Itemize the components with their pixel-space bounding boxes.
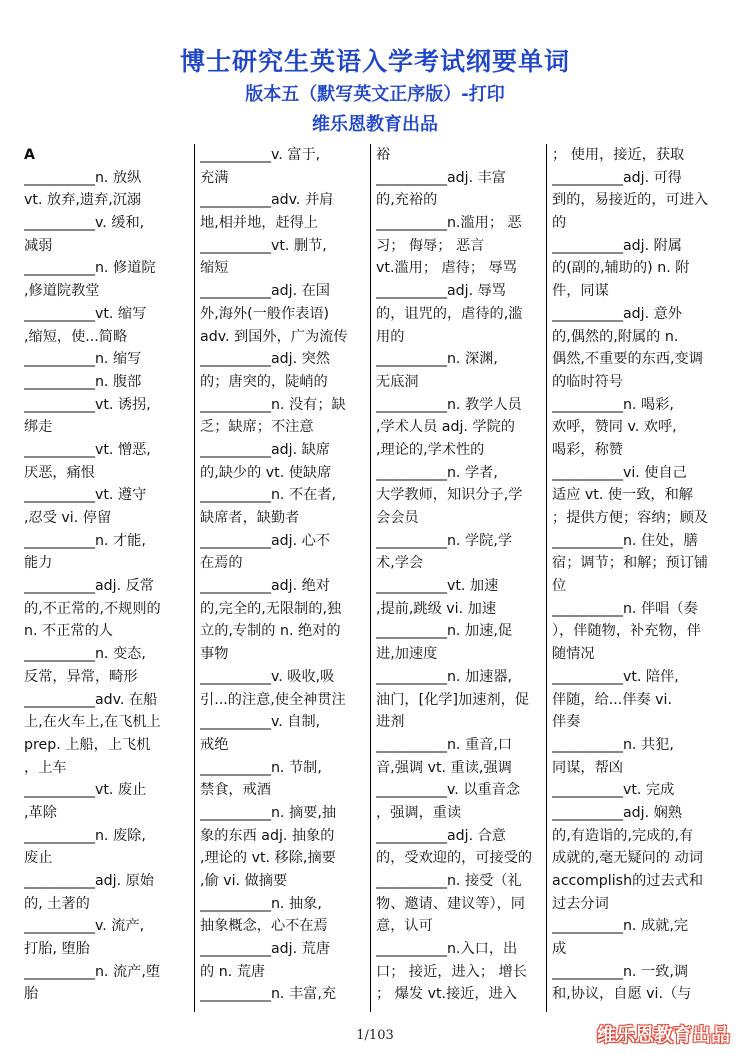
vocab-line: __________n. 教学人员 (376, 396, 522, 413)
vocab-line: __________vt. 加速 (376, 578, 499, 595)
vocab-line: __________adv. 在船 (24, 691, 158, 708)
vocab-line: __________n. 学者, (376, 464, 498, 481)
vocab-line: 音,强调 vt. 重读,强调 (376, 759, 512, 776)
vocab-line: __________n. 节制, (200, 759, 322, 776)
vocab-line: ,缩短，使...简略 (24, 328, 128, 345)
vocab-line: __________n. 才能, (24, 532, 146, 549)
vocab-line: __________v. 富于, (200, 147, 321, 163)
vocab-line: 戒绝 (200, 736, 229, 753)
document-subtitle: 版本五（默写英文正序版）-打印 (245, 84, 505, 105)
vocab-line: 位 (552, 578, 567, 595)
vocab-line: 反常，异常，畸形 (24, 668, 138, 685)
vocab-line: 意，认可 (376, 918, 433, 935)
vocab-line: 过去分词 (552, 895, 609, 912)
vocab-line: 口； 接近，进入； 增长 (376, 963, 527, 980)
vocab-line: 乏；缺席；不注意 (200, 419, 314, 436)
vocab-line: 能力 (24, 555, 53, 572)
vocab-line: 会会员 (376, 510, 419, 526)
vocab-line: 象的东西 adj. 抽象的 (200, 827, 335, 844)
vocab-line: 立的,专制的 n. 绝对的 (200, 623, 341, 640)
vocab-line: __________v. 缓和, (24, 215, 145, 232)
vocab-line: 缺席者，缺勤者 (200, 510, 300, 526)
vocab-line: __________adj. 绝对 (200, 578, 330, 595)
vocab-line: __________adj. 意外 (552, 305, 682, 322)
vocab-line: __________n. 加速,促 (376, 623, 513, 640)
vocab-line: 习； 侮辱； 恶言 (376, 237, 485, 254)
vocab-line: __________n. 成就,完 (552, 918, 689, 935)
vocab-line: 的；唐突的，陡峭的 (200, 373, 328, 390)
vocab-line: 胎 (24, 986, 39, 1003)
vocab-line: 在焉的 (200, 555, 243, 572)
vocab-line: 厌恶，痛恨 (24, 464, 95, 481)
vocab-line: 的(副的,辅助的) n. 附 (552, 260, 690, 277)
vocab-line: ,学术人员 adj. 学院的 (376, 419, 515, 436)
vocab-line: __________n.滥用； 恶 (376, 215, 522, 232)
vocab-line: __________n. 腹部 (24, 373, 142, 390)
column-divider (370, 144, 371, 1012)
vocab-line: 同谋，帮凶 (552, 759, 623, 776)
vocab-line: ； 使用，接近，获取 (552, 147, 685, 163)
vocab-line: __________n. 丰富,充 (200, 986, 337, 1003)
vocabulary-columns (24, 144, 724, 1012)
vocab-line: __________vt. 完成 (552, 782, 675, 799)
vocab-line: __________adv. 并肩 (200, 192, 334, 209)
vocab-line: __________vt. 陪伴, (552, 668, 679, 685)
vocab-line: ，上车 (24, 759, 67, 776)
vocab-line: __________adj. 丰富 (376, 169, 506, 186)
vocab-line: ； 爆发 vt.接近，进入 (376, 986, 517, 1003)
vocab-line: 打胎, 堕胎 (24, 941, 90, 958)
vocab-line: __________n. 共犯, (552, 736, 674, 753)
vocab-line: 事物 (200, 646, 229, 663)
vocab-line: 的 n. 荒唐 (200, 963, 266, 980)
document-title: 博士研究生英语入学考试纲要单词 (179, 47, 570, 76)
vocab-line: __________adj. 附属 (552, 237, 682, 254)
vocab-line: __________n. 住处，膳 (552, 532, 698, 549)
vocab-line: __________v. 以重音念 (376, 782, 521, 799)
column-divider (194, 144, 195, 1012)
vocab-line: __________n. 接受（礼 (376, 873, 522, 889)
vocab-line: 物、邀请、建议等），同 (376, 895, 525, 912)
vocab-line: ），伴随物，补充物，伴 (552, 623, 701, 640)
vocab-line: 欢呼，赞同 v. 欢呼, (552, 419, 677, 436)
vocab-line: 无底洞 (376, 373, 419, 390)
vocab-line: 的,完全的,无限制的,独 (200, 600, 342, 617)
vocab-line: n. 不正常的人 (24, 623, 113, 640)
vocab-line: vt.滥用； 虐待； 辱骂 (376, 260, 517, 277)
vocab-line: __________n. 废除, (24, 827, 146, 844)
vocab-line: 地,相并地，赶得上 (200, 215, 319, 232)
vocab-line: 适应 vt. 使一致，和解 (552, 487, 693, 504)
vocab-line: __________n. 加速器, (376, 668, 513, 685)
vocab-line: 油门，[化学]加速剂，促 (376, 691, 529, 708)
publisher-line: 维乐恩教育出品 (312, 114, 438, 135)
vocab-line: __________adj. 缺席 (200, 441, 330, 458)
vocab-line: 的，受欢迎的，可接受的 (376, 850, 533, 867)
vocab-line: __________n. 不在者, (200, 487, 337, 504)
vocab-line: 大学教师，知识分子,学 (376, 487, 523, 504)
vocab-line: __________adj. 在国 (200, 283, 330, 300)
vocab-line: __________vt. 缩写 (24, 305, 147, 322)
vocab-column-4 (552, 144, 724, 1012)
vocab-line: __________n. 一致,调 (552, 963, 689, 980)
watermark: 维乐恩教育出品 (596, 1024, 730, 1046)
vocab-line: 伴奏 (552, 714, 581, 731)
vocab-line: 的, 土著的 (24, 895, 90, 912)
vocab-line: 的,充裕的 (376, 192, 438, 209)
vocab-line: 绑走 (24, 419, 53, 436)
vocab-line: ,忍受 vi. 停留 (24, 510, 112, 526)
vocab-line: __________vi. 使自己 (552, 464, 687, 481)
vocab-line: __________n. 喝彩, (552, 396, 674, 413)
vocab-line: ,理论的 vt. 移除,摘要 (200, 850, 336, 867)
vocab-line: __________adj. 心不 (200, 532, 330, 549)
vocab-line: ,提前,跳级 vi. 加速 (376, 600, 497, 617)
vocab-line: __________vt. 删节, (200, 237, 327, 254)
vocab-line: __________adj. 娴熟 (552, 804, 682, 821)
vocab-line: 伴随，给...伴奏 vi. (552, 691, 673, 708)
vocab-line: __________vt. 遵守 (24, 487, 147, 504)
vocab-line: 裕 (376, 147, 391, 163)
vocab-line: 术,学会 (376, 555, 424, 572)
vocab-line: 宿；调节；和解；预订铺 (552, 555, 709, 572)
vocab-line: __________vt. 废止 (24, 782, 147, 799)
column-divider (546, 144, 547, 1012)
page-number: 1/103 (356, 1028, 394, 1043)
vocab-line: ,修道院教堂 (24, 283, 100, 300)
vocab-column-2 (200, 144, 368, 1012)
vocab-line: 减弱 (24, 237, 53, 254)
vocab-line: __________n. 伴唱（奏 (552, 600, 698, 617)
vocab-line: ,革除 (24, 804, 57, 821)
vocab-line: 禁食，戒酒 (200, 782, 271, 799)
vocab-line: __________n. 流产,堕 (24, 963, 161, 980)
vocab-line: ；提供方便；容纳；顾及 (552, 510, 709, 526)
vocab-line: 的临时符号 (552, 373, 623, 390)
vocab-line: ,偷 vi. 做摘要 (200, 873, 288, 889)
vocab-line: 进,加速度 (376, 646, 438, 663)
vocab-line: 的,有造诣的,完成的,有 (552, 827, 694, 844)
vocab-line: __________adj. 可得 (552, 169, 682, 186)
vocab-line: __________n. 没有；缺 (200, 396, 346, 413)
vocab-line: __________adj. 原始 (24, 873, 154, 889)
vocab-line: 偶然,不重要的东西,变调 (552, 351, 703, 368)
vocab-line: prep. 上船，上飞机 (24, 736, 151, 753)
vocab-column-3 (376, 144, 544, 1012)
vocab-line: __________vt. 诱拐, (24, 396, 151, 413)
vocab-line: 缩短 (200, 260, 229, 277)
vocab-line: __________v. 自制, (200, 714, 321, 731)
vocab-line: 随情况 (552, 646, 595, 663)
vocab-line: 充满 (200, 169, 229, 186)
vocab-line: 的，诅咒的，虐待的,滥 (376, 305, 523, 322)
vocab-line: 引...的注意,使全神贯注 (200, 691, 346, 708)
vocab-line: 的,缺少的 vt. 使缺席 (200, 464, 332, 481)
vocab-column-1 (24, 144, 191, 1012)
section-letter: A (24, 147, 35, 163)
vocab-line: 的 (552, 215, 567, 232)
vocab-line: __________adj. 突然 (200, 351, 330, 368)
vocab-line: __________n. 学院,学 (376, 532, 513, 549)
vocab-line: 抽象概念，心不在焉 (200, 918, 328, 935)
vocab-line: accomplish的过去式和 (552, 873, 704, 889)
vocab-line: 到的，易接近的，可进入 (552, 192, 709, 209)
vocab-line: 外,海外(一般作表语) (200, 305, 330, 322)
vocab-line: __________adj. 荒唐 (200, 941, 330, 958)
vocab-line: __________adj. 反常 (24, 578, 154, 595)
vocab-line: __________v. 吸收,吸 (200, 668, 335, 685)
vocab-line: adv. 到国外，广为流传 (200, 328, 348, 345)
vocab-line: 的,不正常的,不规则的 (24, 600, 161, 617)
vocab-line: __________n.入口，出 (376, 941, 518, 958)
vocab-line: __________n. 重音,口 (376, 736, 513, 753)
vocab-line: __________vt. 憎恶, (24, 441, 151, 458)
vocab-line: 进剂 (376, 714, 405, 731)
vocab-line: __________n. 修道院 (24, 260, 156, 277)
vocab-line: 件，同谋 (552, 283, 609, 300)
vocab-line: __________n. 深渊, (376, 351, 498, 368)
vocab-line: ,理论的,学术性的 (376, 441, 485, 458)
vocab-line: 成就的,毫无疑问的 动词 (552, 850, 703, 867)
vocab-line: __________n. 摘要,抽 (200, 804, 337, 821)
vocab-line: __________n. 抽象, (200, 895, 322, 912)
vocab-line: 用的 (376, 328, 405, 345)
vocab-line: 废止 (24, 850, 53, 867)
vocab-line: 喝彩，称赞 (552, 441, 623, 458)
vocab-line: ，强调，重读 (376, 804, 462, 821)
vocab-line: __________v. 流产, (24, 918, 145, 935)
vocab-line: __________n. 缩写 (24, 351, 142, 368)
vocab-line: __________adj. 合意 (376, 827, 506, 844)
vocab-line: 和,协议，自愿 vi.（与 (552, 986, 692, 1003)
vocab-line: __________n. 变态, (24, 646, 146, 663)
vocab-line: vt. 放弃,遗弃,沉溺 (24, 192, 142, 209)
vocab-line: 成 (552, 941, 567, 958)
vocab-line: __________n. 放纵 (24, 169, 142, 186)
vocab-line: 上,在火车上,在飞机上 (24, 714, 161, 731)
vocab-line: __________adj. 辱骂 (376, 283, 506, 300)
vocab-line: 的,偶然的,附属的 n. (552, 328, 679, 345)
